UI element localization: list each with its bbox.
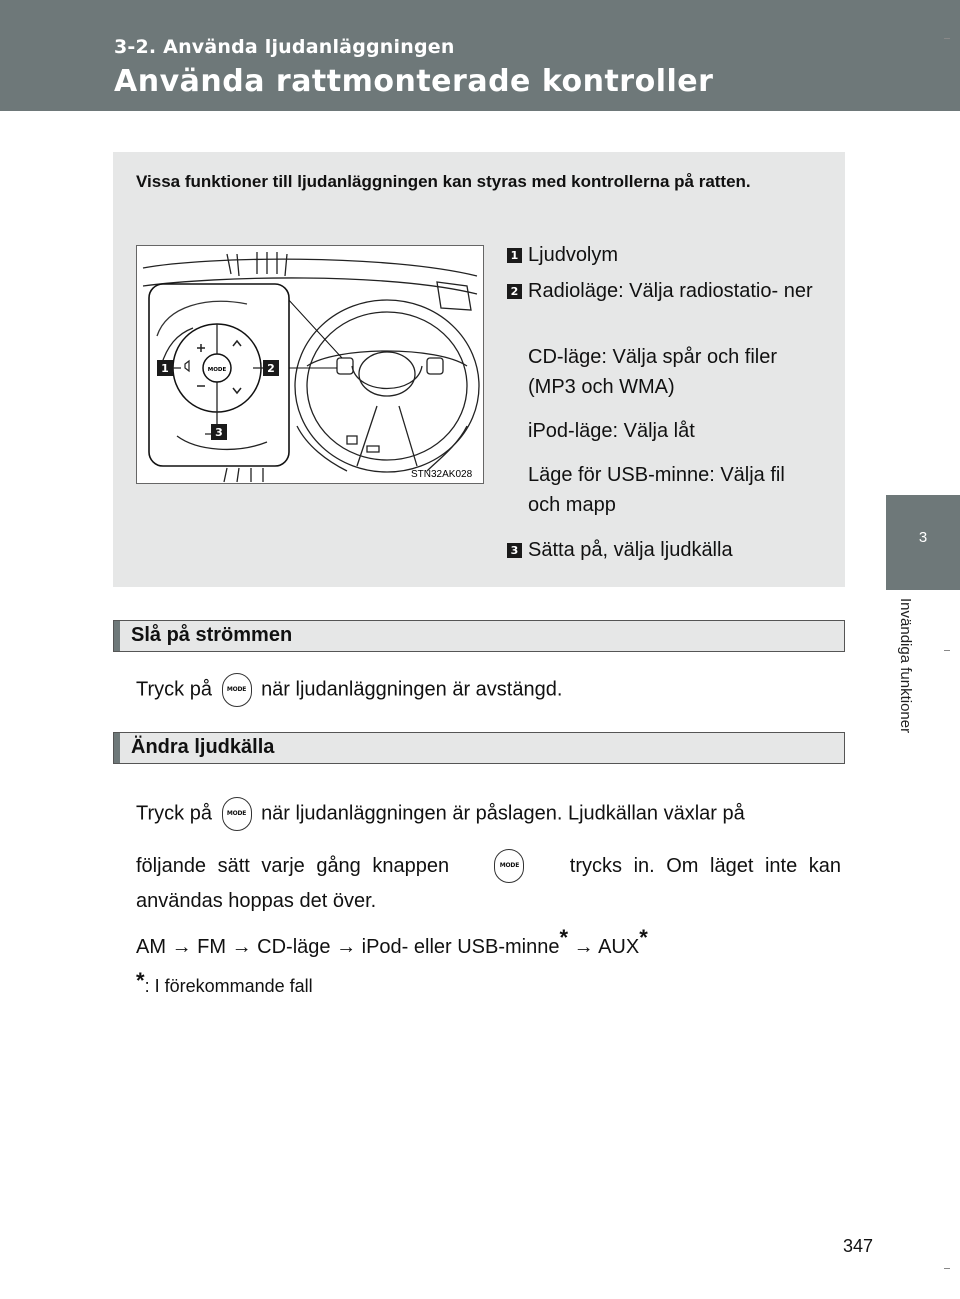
power-instruction: Tryck på MODE när ljudanläggningen är avstängd. (136, 673, 562, 707)
mode-button-icon: MODE (222, 673, 252, 707)
intro-text: Vissa funktioner till ljudanläggningen kan styras med kontrollerna på ratten. (136, 172, 751, 191)
arrow-icon: → (573, 936, 594, 958)
margin-tick (944, 38, 950, 39)
steering-wheel-illustration (137, 246, 483, 483)
chapter-number: 3 (918, 529, 928, 546)
callout-2 (263, 360, 279, 376)
figure-code: STN32AK028 (411, 469, 473, 480)
footnote-marker: * (639, 925, 648, 950)
svg-text:1: 1 (161, 362, 169, 375)
source-sequence: AM → FM → CD-läge → iPod- eller USB-minne* → AUX* (136, 925, 648, 958)
legend-item-2c: iPod-läge: Välja låt (528, 420, 695, 442)
callout-3 (211, 424, 227, 440)
chapter-tab (886, 495, 960, 590)
mode-button-icon: MODE (494, 849, 524, 883)
svg-text:2: 2 (267, 362, 275, 375)
callout-1 (157, 360, 173, 376)
section-heading-text: Ändra ljudkälla (131, 736, 275, 758)
page-header (0, 0, 960, 111)
legend-number-1: 1 (507, 248, 522, 263)
arrow-icon: → (336, 936, 357, 958)
arrow-icon: → (171, 936, 192, 958)
arrow-icon: → (231, 936, 252, 958)
page-number: 347 (843, 1236, 874, 1256)
legend-item-2d: Läge för USB-minne: Välja fil och mapp (528, 464, 785, 516)
section-heading-text: Slå på strömmen (131, 624, 293, 646)
legend-item-2a: Radioläge: Välja radiostatio- ner (528, 280, 813, 302)
legend-number-3: 3 (507, 543, 522, 558)
chapter-label (893, 598, 917, 783)
figure-mode-label: MODE (207, 367, 227, 373)
section-heading-power (113, 620, 845, 652)
section-label: 3-2. Använda ljudanläggningen (114, 36, 455, 58)
margin-tick (944, 650, 950, 651)
legend-item-3: Sätta på, välja ljudkälla (528, 539, 733, 561)
steering-wheel-figure (136, 245, 484, 484)
margin-tick (944, 1268, 950, 1269)
section-heading-source (113, 732, 845, 764)
legend-item-1: Ljudvolym (528, 244, 619, 266)
legend-item-2b: CD-läge: Välja spår och filer (MP3 och WMA) (528, 346, 777, 398)
mode-button-icon: MODE (222, 797, 252, 831)
chapter-label-text: Invändiga funktioner (897, 598, 914, 734)
legend-number-2: 2 (507, 284, 522, 299)
footnote: *: I förekommande fall (136, 968, 313, 996)
svg-text:3: 3 (215, 426, 223, 439)
page-title: Använda rattmonterade kontroller (114, 64, 714, 99)
source-instruction-line3: användas hoppas det över. (136, 890, 377, 912)
source-instruction-line1: Tryck på MODE när ljudanläggningen är påslagen. Ljudkällan växlar på (136, 797, 841, 831)
footnote-marker: * (559, 925, 569, 950)
source-instruction-line2: följande sätt varje gång knappen MODE trycks in. Om läget inte kan (136, 849, 841, 883)
